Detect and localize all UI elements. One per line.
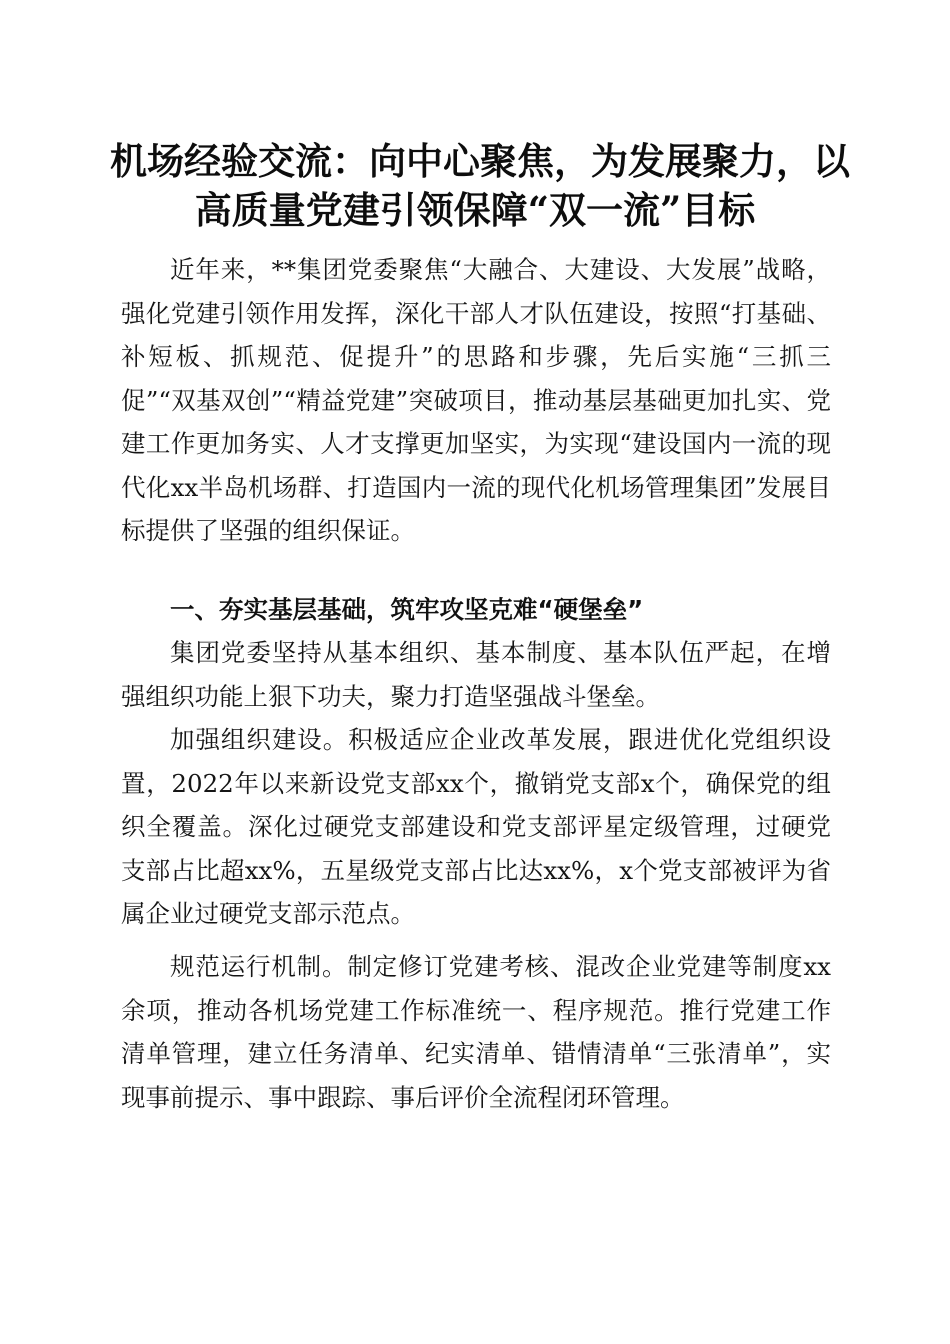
document-title-line-2: 高质量党建引领保障“双一流”目标: [194, 188, 756, 232]
section-1-paragraph-1: 集团党委坚持从基本组织、基本制度、基本队伍严起，在增强组织功能上狠下功夫，聚力打造坚强战斗堡垒。: [121, 638, 831, 711]
intro-paragraph: 近年来，**集团党委聚焦“大融合、大建设、大发展”战略，强化党建引领作用发挥，深化干部人才队伍建设，按照“打基础、补短板、抓规范、促提升”的思路和步骤，先后实施“三抓三促”“双基双创”“精益党建”突破项目，推动基层基础更加扎实、党建工作更加务实、人才支撑更加坚实，为实现“建设国内一流的现代化xx半岛机场群、打造国内一流的现代化机场管理集团”发展目标提供了坚强的组织保证。: [121, 255, 831, 545]
section-1-paragraph-3: 规范运行机制。制定修订党建考核、混改企业党建等制度xx余项，推动各机场党建工作标准统一、程序规范。推行党建工作清单管理，建立任务清单、纪实清单、错情清单“三张清单”，实现事前提示、事中跟踪、事后评价全流程闭环管理。: [121, 952, 831, 1112]
section-1-paragraph-2: 加强组织建设。积极适应企业改革发展，跟进优化党组织设置，2022年以来新设党支部xx个，撤销党支部x个，确保党的组织全覆盖。深化过硬党支部建设和党支部评星定级管理，过硬党支部占比超xx%，五星级党支部占比达xx%，x个党支部被评为省属企业过硬党支部示范点。: [121, 725, 831, 928]
document-title-line-1: 机场经验交流：向中心聚焦，为发展聚力，以: [110, 139, 850, 183]
section-1-heading: 一、夯实基层基础，筑牢攻坚克难“硬堡垒”: [170, 595, 644, 624]
